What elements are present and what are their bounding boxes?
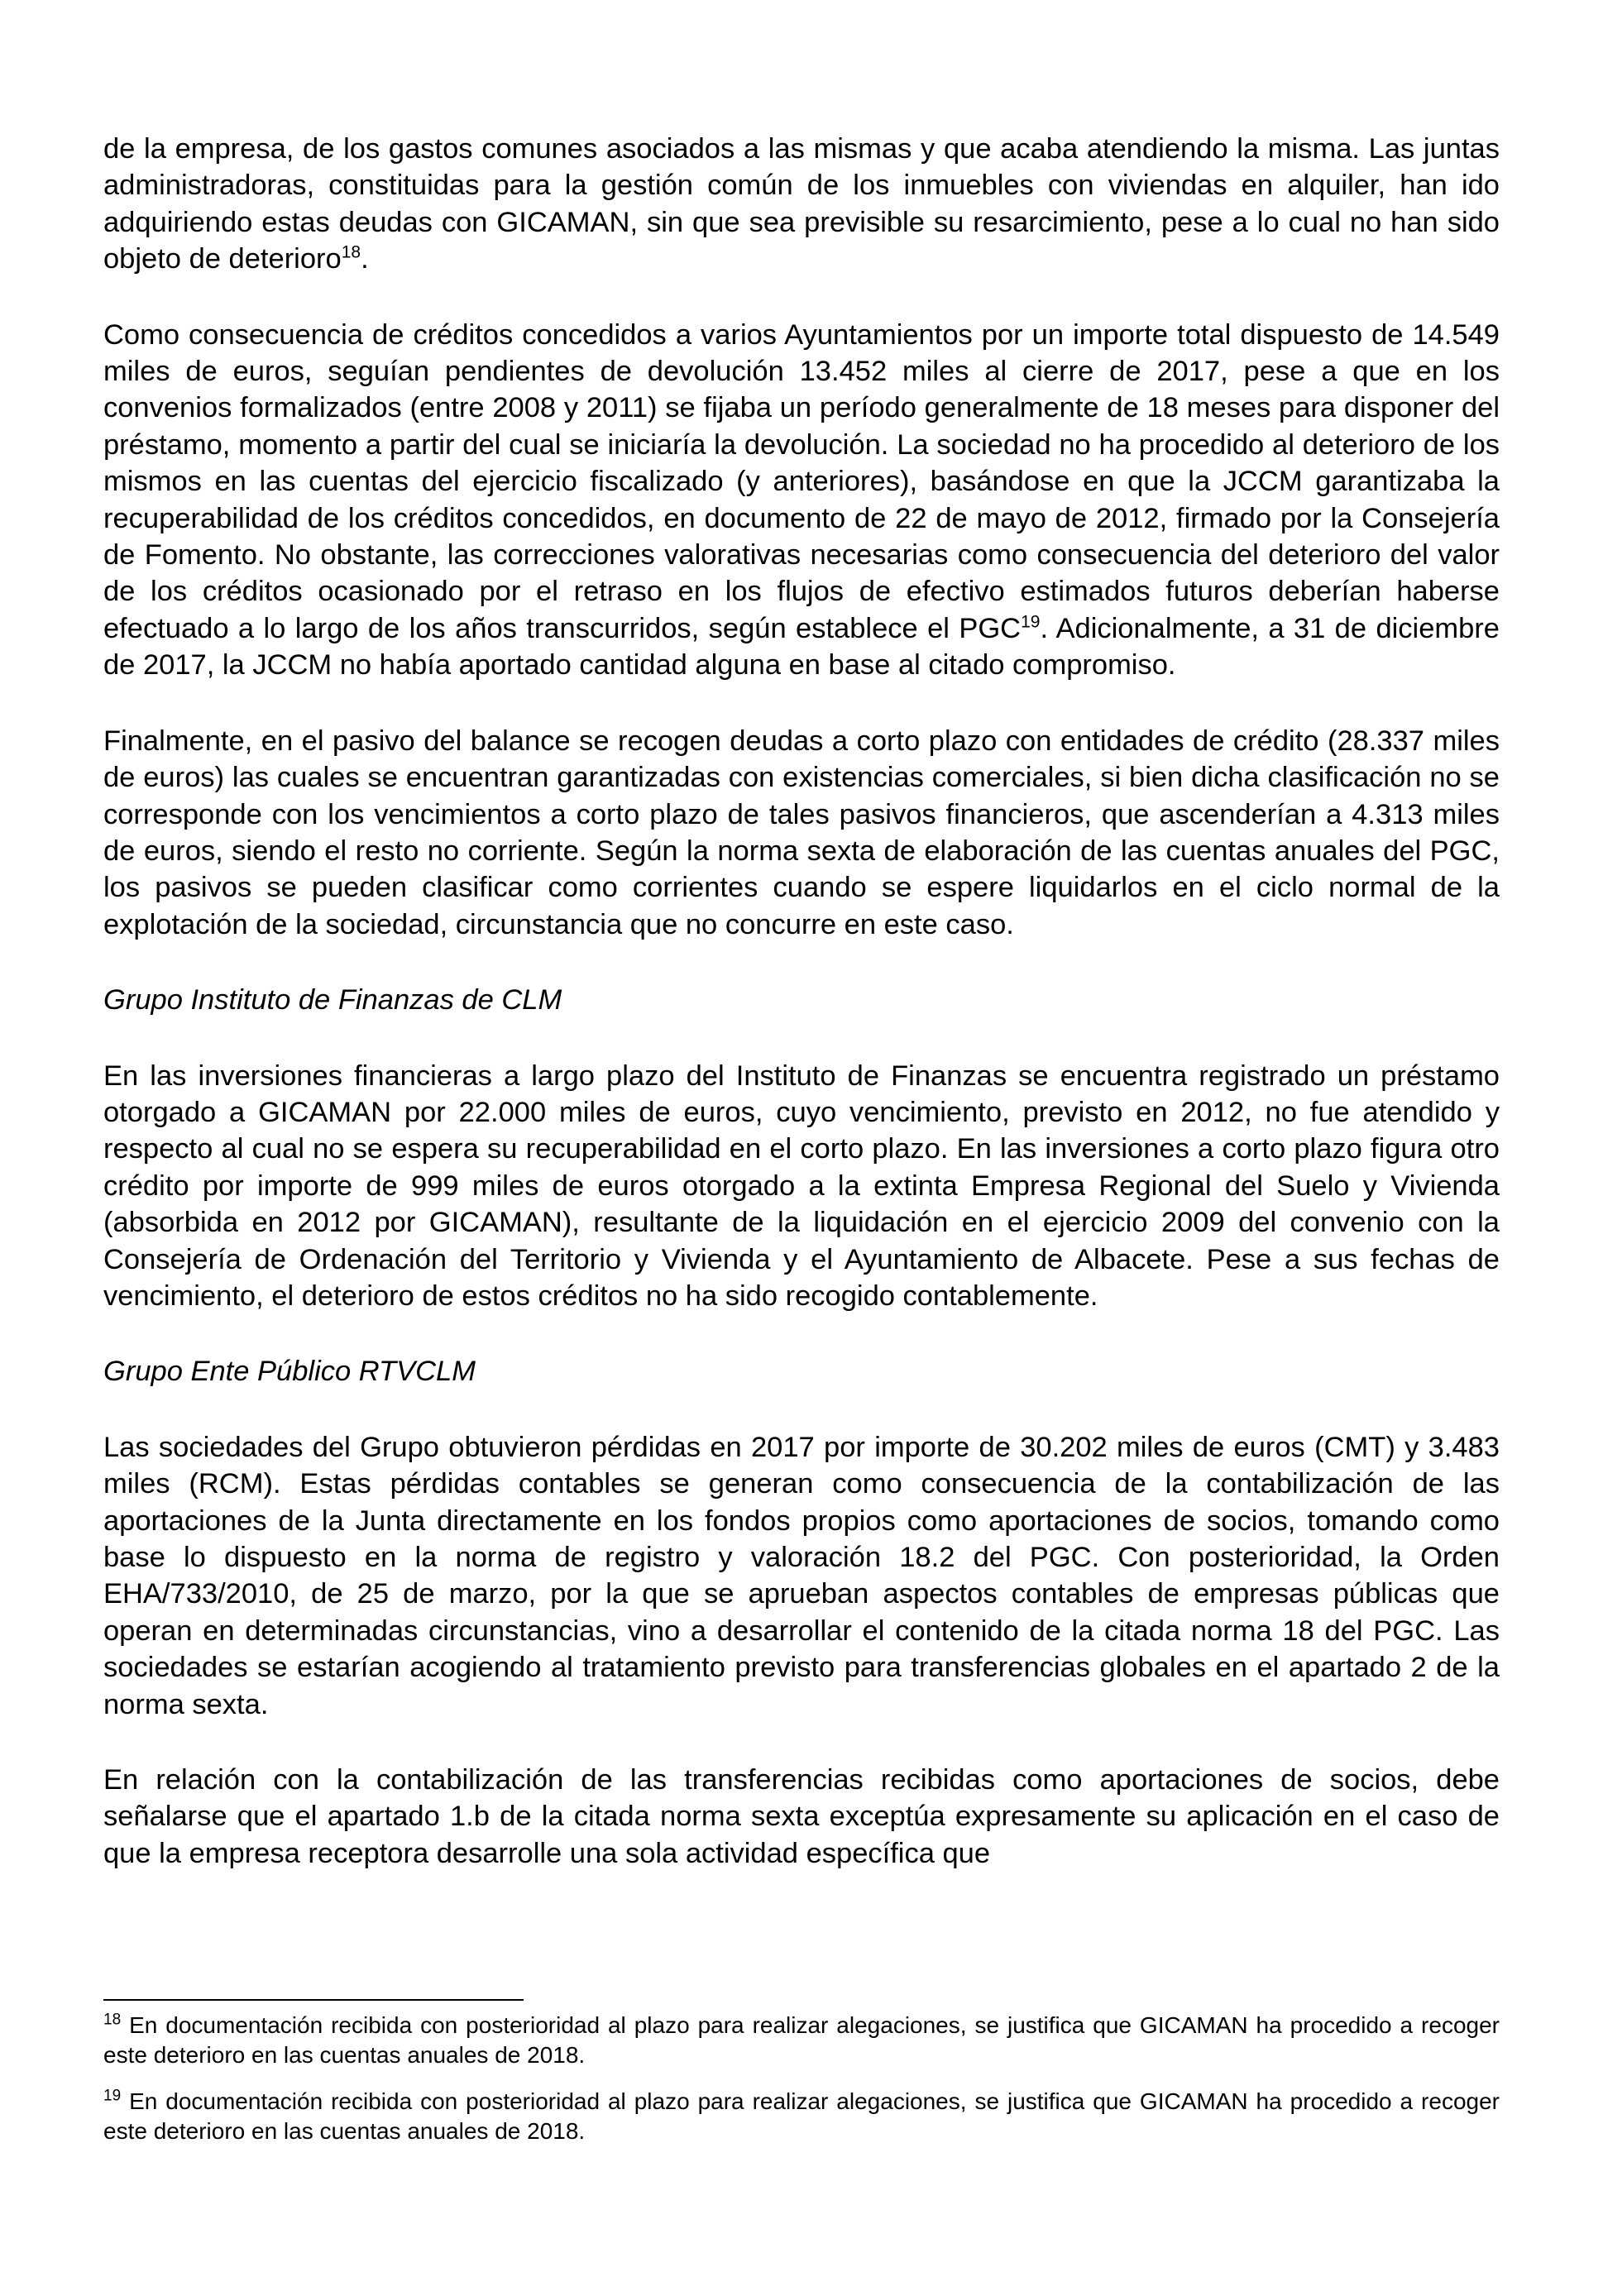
section-heading-rtvclm: Grupo Ente Público RTVCLM [103,1356,476,1388]
footnote-separator [103,1999,524,2001]
footnote-number: 18 [103,2011,122,2029]
footnote-18 [103,2011,1500,2070]
paragraph-gicaman-deudas [103,131,1500,278]
footnote-text: En documentación recibida con posterioridad al plazo para realizar alegaciones, se justifica que GICAMAN ha procedido a recoger este deterioro en las cuentas anuales de 2018. [103,2088,1500,2144]
paragraph-text: de la empresa, de los gastos comunes asociados a las mismas y que acaba atendiendo la misma. Las juntas administradoras, constituidas para la gestión común de los inmuebles con viviendas en alquiler, han ido adquiriendo estas deudas con GICAMAN, sin que sea previsible su resarcimiento, pese a lo cual no han sido objeto de deterioro [103,133,1500,275]
footnote-ref-18[interactable]: 18 [341,242,361,262]
document-body [103,131,1500,1872]
footnote-ref-19[interactable]: 19 [1021,612,1041,632]
paragraph-instituto-finanzas: En las inversiones financieras a largo plazo del Instituto de Finanzas se encuentra registrado un préstamo otorgado a GICAMAN por 22.000 miles de euros, cuyo vencimiento, previsto en 2012, no fue atendido y respecto al cual no se espera su recuperabilidad en el corto plazo. En las inversiones a corto plazo figura otro crédito por importe de 999 miles de euros otorgado a la extinta Empresa Regional del Suelo y Vivienda (absorbida en 2012 por GICAMAN), resultante de la liquidación en el ejercicio 2009 del convenio con la Consejería de Ordenación del Territorio y Vivienda y el Ayuntamiento de Albacete. Pese a sus fechas de vencimiento, el deterioro de estos créditos no ha sido recogido contablemente. [103,1060,1500,1312]
paragraph-pasivo-balance: Finalmente, en el pasivo del balance se recogen deudas a corto plazo con entidades de crédito (28.337 miles de euros) las cuales se encuentran garantizadas con existencias comerciales, si bien dicha clasificación no se corresponde con los vencimientos a corto plazo de tales pasivos financieros, que ascenderían a 4.313 miles de euros, siendo el resto no corriente. Según la norma sexta de elaboración de las cuentas anuales del PGC, los pasivos se pueden clasificar como corrientes cuando se espere liquidarlos en el ciclo normal de la explotación de la sociedad, circunstancia que no concurre en este caso. [103,725,1500,940]
footnote-text: En documentación recibida con posterioridad al plazo para realizar alegaciones, se justifica que GICAMAN ha procedido a recoger este deterioro en las cuentas anuales de 2018. [103,2012,1500,2068]
section-heading-instituto-finanzas: Grupo Instituto de Finanzas de CLM [103,984,562,1016]
footnotes-section [103,1999,1500,2163]
paragraph-rtvclm-perdidas: Las sociedades del Grupo obtuvieron pérdidas en 2017 por importe de 30.202 miles de euros (CMT) y 3.483 miles (RCM). Estas pérdidas contables se generan como consecuencia de la contabilización de las aportaciones de la Junta directamente en los fondos propios como aportaciones de socios, tomando como base lo dispuesto en la norma de registro y valoración 18.2 del PGC. Con posterioridad, la Orden EHA/733/2010, de 25 de marzo, por la que se aprueban aspectos contables de empresas públicas que operan en determinadas circunstancias, vino a desarrollar el contenido de la citada norma 18 del PGC. Las sociedades se estarían acogiendo al tratamiento previsto para transferencias globales en el apartado 2 de la norma sexta. [103,1431,1500,1720]
paragraph-text-end: . Adicionalmente, a 31 de diciembre de 2017, la JCCM no había aportado cantidad alguna en base al citado compromiso. [103,612,1500,682]
paragraph-rtvclm-transferencias: En relación con la contabilización de las transferencias recibidas como aportaciones de socios, debe señalarse que el apartado 1.b de la citada norma sexta exceptúa expresamente su aplicación en el caso de que la empresa receptora desarrolle una sola actividad específica que [103,1764,1500,1869]
paragraph-creditos-ayuntamientos [103,317,1500,684]
footnote-19 [103,2087,1500,2146]
footnote-number: 19 [103,2087,122,2105]
paragraph-text: Como consecuencia de créditos concedidos a varios Ayuntamientos por un importe total dispuesto de 14.549 miles de euros, seguían pendientes de devolución 13.452 miles al cierre de 2017, pese a que en los convenios formalizados (entre 2008 y 2011) se fijaba un período generalmente de 18 meses para disponer del préstamo, momento a partir del cual se iniciaría la devolución. La sociedad no ha procedido al deterioro de los mismos en las cuentas del ejercicio fiscalizado (y anteriores), basándose en que la JCCM garantizaba la recuperabilidad de los créditos concedidos, en documento de 22 de mayo de 2012, firmado por la Consejería de Fomento. No obstante, las correcciones valorativas necesarias como consecuencia del deterioro del valor de los créditos ocasionado por el retraso en los flujos de efectivo estimados futuros deberían haberse efectuado a lo largo de los años transcurridos, según establece el PGC [103,318,1500,644]
paragraph-text-end: . [361,243,369,275]
